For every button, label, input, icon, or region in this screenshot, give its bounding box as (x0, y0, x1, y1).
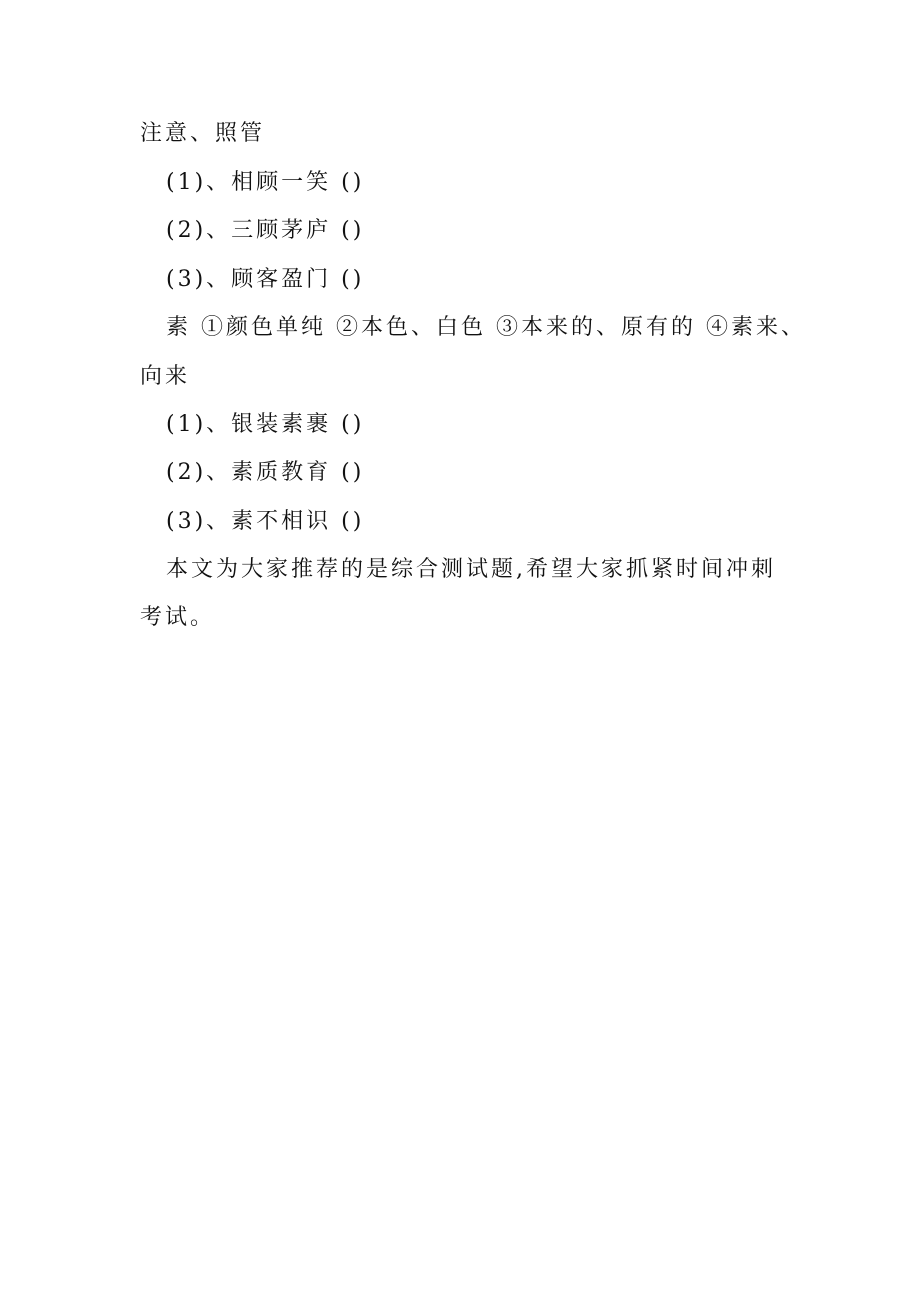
text-line-definition: 注意、照管 (140, 121, 266, 146)
text-line-continuation: 向来 (140, 364, 191, 389)
text-line-continuation: 考试。 (140, 605, 216, 630)
text-line-item: (1)、银装素裹 () (166, 412, 365, 437)
text-line-item: (2)、素质教育 () (166, 460, 365, 485)
text-line-item: (1)、相顾一笑 () (166, 170, 365, 195)
text-line-paragraph: 本文为大家推荐的是综合测试题,希望大家抓紧时间冲刺 (166, 557, 776, 582)
text-line-item: (2)、三顾茅庐 () (166, 218, 365, 243)
text-line-item: (3)、顾客盈门 () (166, 267, 365, 292)
text-line-item: (3)、素不相识 () (166, 509, 365, 534)
text-line-definition: 素 ①颜色单纯 ②本色、白色 ③本来的、原有的 ④素来、 (166, 315, 806, 340)
